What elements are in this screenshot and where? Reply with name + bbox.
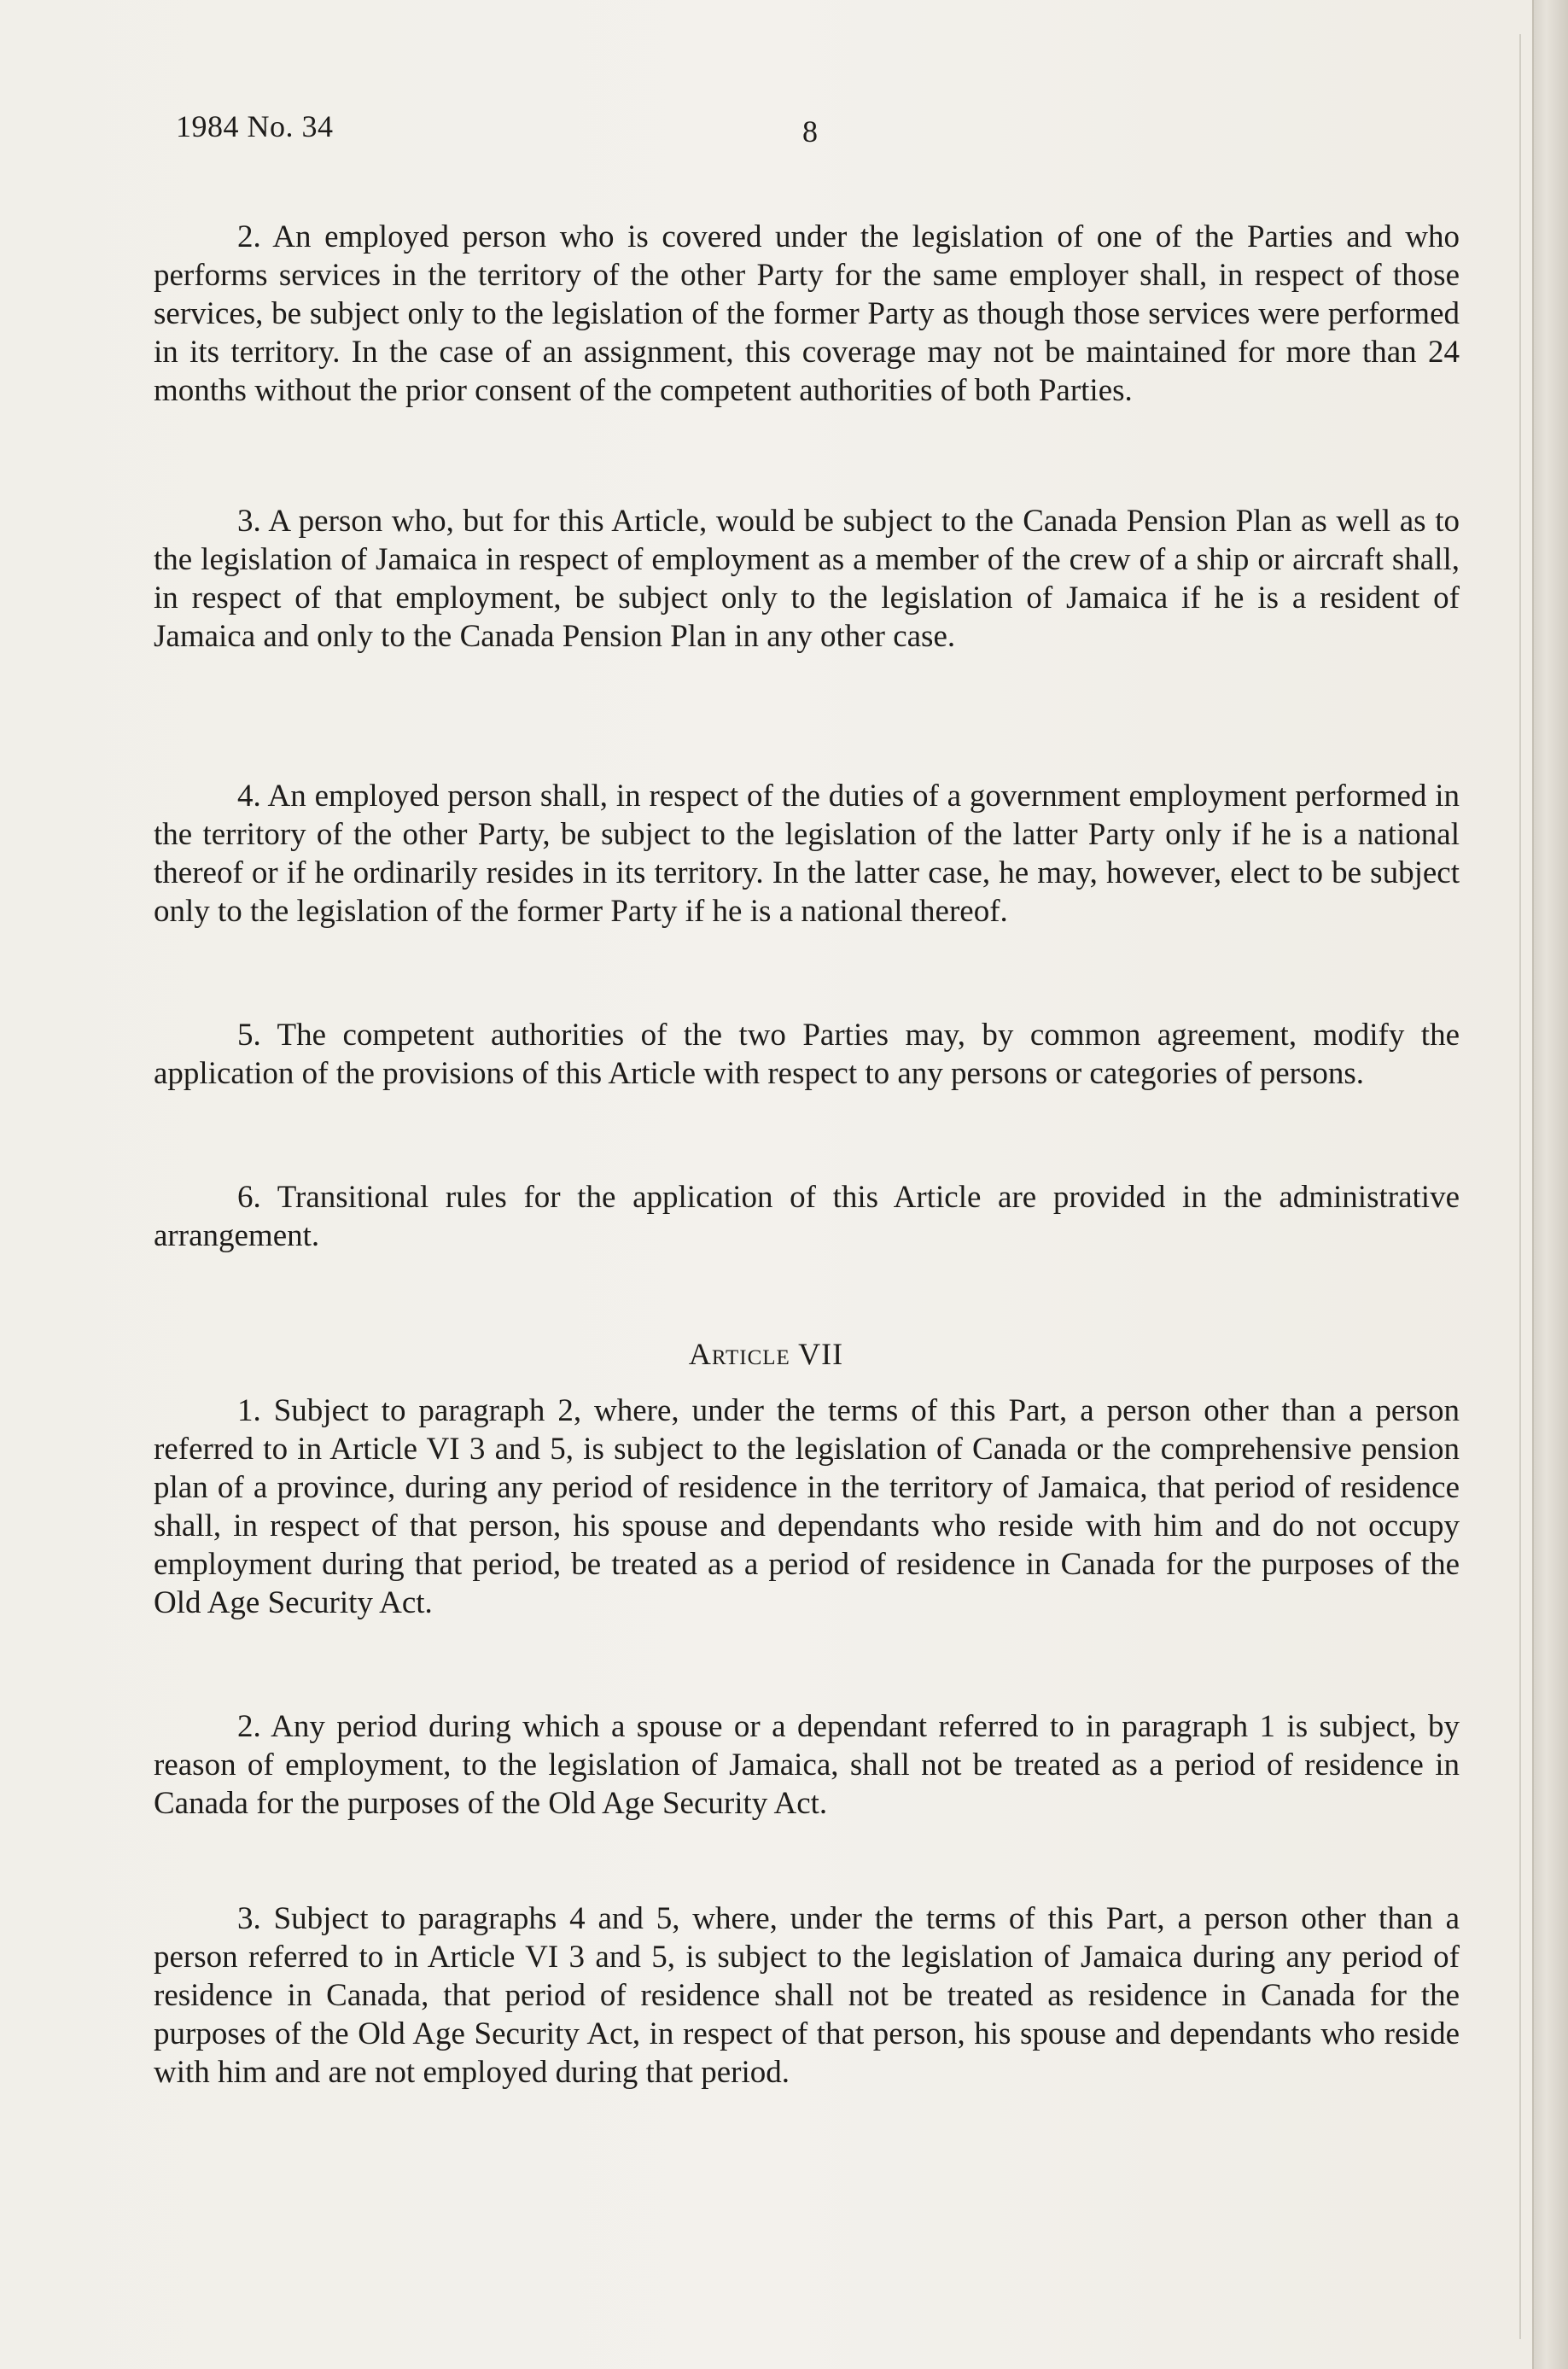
heading-text: Article VII — [688, 1337, 844, 1371]
article-vi-paragraph-6 — [154, 1178, 1460, 1255]
book-gutter — [1532, 0, 1568, 2369]
page-edge-line — [1519, 34, 1521, 2339]
paragraph-text: 4. An employed person shall, in respect of the duties of a government employment performed in the territory of the other Party, be subject to the legislation of the latter Party only if he is a national thereof or if he ordinarily resides in its territory. In the latter case, he may, however, elect to be subject only to the legislation of the former Party if he is a national thereof. — [154, 779, 1460, 929]
article-vi-paragraph-3 — [154, 502, 1460, 656]
page-number: 8 — [802, 114, 818, 149]
article-vii-heading — [0, 1336, 1532, 1372]
header-statute-reference: 1984 No. 34 — [176, 109, 334, 143]
paragraph-text: 5. The competent authorities of the two Parties may, by common agreement, modify the application of the provisions of this Article with respect to any persons or categories of persons. — [154, 1018, 1460, 1091]
article-vi-paragraph-4 — [154, 777, 1460, 931]
article-vi-paragraph-5 — [154, 1016, 1460, 1093]
paragraph-text: 3. A person who, but for this Article, would be subject to the Canada Pension Plan as well as to the legislation of Jamaica in respect of employment as a member of the crew of a ship or aircraft shall, in respect of that employment, be subject only to the legislation of Jamaica if he is a resident of Jamaica and only to the Canada Pension Plan in any other case. — [154, 504, 1460, 654]
article-vi-paragraph-2 — [154, 218, 1460, 410]
paragraph-text: 1. Subject to paragraph 2, where, under the terms of this Part, a person other than a person referred to in Article VI 3 and 5, is subject to the legislation of Canada or the comprehensive pension plan of a province, during any period of residence in the territory of Jamaica, that period of residence shall, in respect of that person, his spouse and dependants who reside with him and do not occupy employment during that period, be treated as a period of residence in Canada for the purposes of the Old Age Security Act. — [154, 1393, 1460, 1620]
paragraph-text: 2. Any period during which a spouse or a dependant referred to in paragraph 1 is subject, by reason of employment, to the legislation of Jamaica, shall not be treated as a period of residence in Canada for the purposes of the Old Age Security Act. — [154, 1709, 1460, 1821]
article-vii-paragraph-1 — [154, 1392, 1460, 1622]
article-vii-paragraph-3 — [154, 1899, 1460, 2092]
paragraph-text: 6. Transitional rules for the application of this Article are provided in the administrative arrangement. — [154, 1180, 1460, 1253]
paragraph-text: 3. Subject to paragraphs 4 and 5, where, under the terms of this Part, a person other than a person referred to in Article VI 3 and 5, is subject to the legislation of Jamaica during any period of residence in Canada, that period of residence shall not be treated as residence in Canada for the purposes of the Old Age Security Act, in respect of that person, his spouse and dependants who reside with him and are not employed during that period. — [154, 1901, 1460, 2090]
paragraph-text: 2. An employed person who is covered under the legislation of one of the Parties and who performs services in the territory of the other Party for the same employer shall, in respect of those services, be subject only to the legislation of the former Party as though those services were performed in its territory. In the case of an assignment, this coverage may not be maintained for more than 24 months without the prior consent of the competent authorities of both Parties. — [154, 219, 1460, 408]
article-vii-paragraph-2 — [154, 1707, 1460, 1823]
